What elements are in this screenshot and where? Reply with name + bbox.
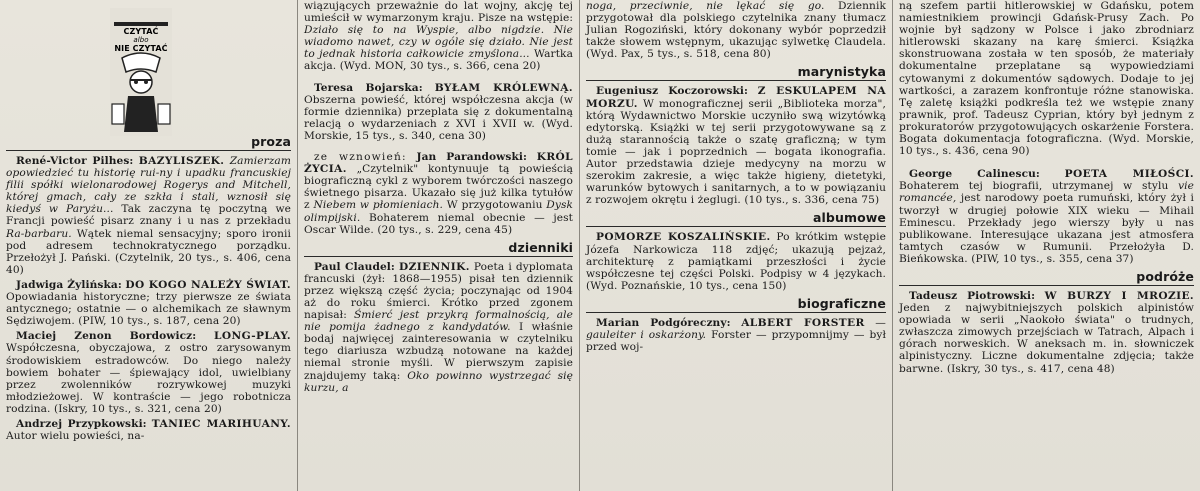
entry-quote: Zamierzam opowiedzieć tu historię rui-ny i upadku francuskiej filii spółki wielonarodowej Rogerys and Mitchell, której gmach, cały ze szkła i stali, wznosił się kiedyś w Paryżu... xyxy=(6,155,291,216)
entry-krol-zycia xyxy=(304,151,573,236)
entry-author: Marian Podgóreczny: xyxy=(596,316,731,329)
entry-title: BYŁAM KRÓLEWNĄ. xyxy=(434,81,573,94)
entry-quote: Działo się to na Wyspie, albo nigdzie. Nie wiadomo nawet, czy w ogóle się działo. Nie jest to jednak historia całkowicie zmyślona... xyxy=(304,24,573,61)
entry-albert-forster-continued xyxy=(899,0,1194,157)
column-1 xyxy=(0,0,298,491)
section-header-proza: proza xyxy=(6,135,291,151)
entry-text: Bohaterem niemal obecnie — jest Oscar Wilde. (20 tys., s. 229, cena 45) xyxy=(304,211,573,236)
entry-text: Poeta i dyplomata francuski (żył: 1868—1955) pisał ten dziennik przez większą część życia; poczynając od 1904 aż do roku śmierci. Krótko przed zgonem napisał: xyxy=(304,260,574,322)
entry-title: W BURZY I MROZIE. xyxy=(1044,289,1195,302)
entry-z-eskulapem-na-morzu xyxy=(586,85,886,206)
entry-text: Bohaterem tej biografii, utrzymanej w stylu xyxy=(899,180,1169,193)
section-header-albumowe: albumowe xyxy=(586,211,886,227)
entry-text: Wątek niemal sensacyjny; sporo ironii pod adresem technokratycznego porządku. Przełożył J. Pański. (Czytelnik, 20 tys., s. 406, cena 40) xyxy=(6,227,291,276)
entry-author: Jan Parandowski: xyxy=(416,151,528,164)
entry-text: Wartka akcja. (Wyd. MON, 30 tys., s. 366, cena 20) xyxy=(304,48,573,73)
entry-text: Dziennik przygotował dla polskiego czytelnika znany tłumacz Julian Rogoziński, który dokonany wybór poprzedził także słowem wstępnym, ukazując sylwetkę Claudela. (Wyd. Pax, 5 tys., s. 518, cena 80) xyxy=(586,0,886,61)
section-header-marynistyka: marynistyka xyxy=(586,65,886,81)
entry-author: Jadwiga Żylińska: xyxy=(16,278,122,291)
column-2 xyxy=(298,0,580,491)
entry-title: Z ESKULAPEM NA MORZU. xyxy=(586,85,886,110)
entry-author: René-Victor Pilhes: xyxy=(16,155,134,167)
entry-quote: Niebem w płomieniach. xyxy=(313,199,443,212)
entry-albert-forster xyxy=(586,317,886,353)
section-header-dzienniki: dzienniki xyxy=(304,241,573,257)
entry-quote: Śmierć jest przykrą formalnością, ale nie pomija żadnego z kandydatów. xyxy=(304,309,573,334)
entry-dziennik xyxy=(304,261,573,394)
entry-pomorze-koszalinskie xyxy=(586,231,886,291)
entry-text: wiązujących przeważnie do lat wojny, akcję tej umieścił w wymarzonym kraju. Pisze na wstępie: xyxy=(304,0,573,25)
entry-long-play xyxy=(6,330,291,415)
entry-text: „Czytelnik" kontynuuje tą powieścią biograficzną cykl z wyborem twórczości naszego świetnego pisarza. Ukazało się już kilka tytułów z xyxy=(304,163,573,212)
entry-title: LONG-PLAY. xyxy=(214,330,292,343)
entry-author: Paul Claudel: xyxy=(314,260,395,273)
entry-text: ną szefem partii hitlerowskiej w Gdańsku, potem namiestnikiem prowincji Gdańsk-Prusy Zach. Po wojnie był sądzony w Polsce i jako zbrodniarz hitlerowski skazany na karę śmierci. Książka skonstruowana została w ten sposób, że materiały dokumentalne przeplatane są wypowiedziami cytowanymi z dokumentów sądowych. Dodaje to jej wartkości, a zarazem konfrontuje różne stanowiska. Tę zaletę książki podkreśla też we wstępie znany prawnik, prof. Tadeusz Cyprian, który był jednym z prokuratorów przygotowujących oskarżenie Forstera. Bogata dokumentacja fotograficzna. (Wyd. Morskie, 10 tys., s. 436, cena 90) xyxy=(899,0,1194,158)
entry-author: George Calinescu: xyxy=(909,168,1040,181)
entry-title: DO KOGO NALEŻY ŚWIAT. xyxy=(125,278,291,291)
entry-text: Tak zaczyna tę poczytną we Francji powieść pisarz znany i u nas z przekładu xyxy=(6,203,291,228)
czytac-logo xyxy=(108,8,174,136)
entry-quote: vie romancée, xyxy=(899,180,1195,205)
entry-text: W monograficznej serii „Biblioteka morza", którą Wydawnictwo Morskie uczyniło swą wizytówką edytorską. Książki w tej serii przygotowywane są z dużą starannością także o szatę graficzną; w tym tomie — jak i poprzednich — bogata ikonografia. Autor przedstawia dzieje medycyny na morzu w szerokim zakresie, a więc także higieny, dietetyki, warunków bytowych i sanitarnych, a to w powiązaniu z rozwojem okrętu i żeglugi. (10 tys., s. 336, cena 75) xyxy=(586,97,887,207)
entry-taniec-continued xyxy=(304,0,573,73)
entry-dziennik-continued xyxy=(586,0,886,60)
entry-title: POETA MIŁOŚCI. xyxy=(1064,168,1194,181)
entry-do-kogo-nalezy-swiat xyxy=(6,279,291,327)
entry-title: DZIENNIK. xyxy=(399,260,470,273)
entry-quote: Dysk olimpijski. xyxy=(304,199,574,224)
entry-text: Współczesna, obyczajowa, z ostro zarysowanym środowiskiem estradowców. Do niego należy bowiem bohater — śpiewający idol, uwielbiany przez zwolenników rozrywkowej muzyki młodzieżowej. W kontraście — jego robotnicza rodzina. (Iskry, 10 tys., s. 321, cena 20) xyxy=(6,342,291,415)
entry-text: Jeden z najwybitniejszych polskich alpinistów opowiada w serii „Naokoło świata" o trudnych, zwłaszcza zimowych przejściach w Tatrach, Alpach i górach norweskich. W aneksach m. in. słowniczek alpinistyczny. Liczne dokumentalne zdjęcia; także barwne. (Iskry, 30 tys., s. 417, cena 48) xyxy=(899,302,1194,375)
entry-title: ALBERT FORSTER xyxy=(741,316,865,329)
section-header-podroze: podróże xyxy=(899,270,1194,286)
entry-quote: Oko powinno wystrzegać się kurzu, a xyxy=(304,369,573,394)
entry-w-burzy-i-mrozie xyxy=(899,290,1194,375)
entry-quote: gauleiter i oskarżony. xyxy=(586,328,707,341)
entry-intro: ze wznowień: xyxy=(314,151,407,164)
entry-bazyliszek xyxy=(6,155,291,276)
entry-text: Forster — przypomnijmy — był przed woj- xyxy=(586,328,886,354)
entry-text: Autor wielu powieści, na- xyxy=(6,430,145,443)
entry-poeta-milosci xyxy=(899,168,1194,265)
entry-author: Eugeniusz Koczorowski: xyxy=(596,85,749,98)
entry-text: Obszerna powieść, której współczesna akcja (w formie dziennika) przeplata się z dokumentalną relacją o wydarzeniach z XVI i XVII w. (Wyd. Morskie, 15 tys., s. 340, cena 30) xyxy=(304,93,573,142)
entry-quote: Ra-barbaru. xyxy=(6,227,72,240)
entry-text: I właśnie bodaj najwięcej zainteresowania w czytelniku tego diariusza wzbudzą notowane na każdej niemal stronie myśli. W pierwszym zapisie znajdujemy taką: xyxy=(304,321,573,382)
entry-title: KRÓL ŻYCIA. xyxy=(304,151,574,176)
logo-line-2: albo xyxy=(133,36,149,44)
logo-line-1: CZYTAĆ xyxy=(123,27,159,36)
column-3 xyxy=(580,0,893,491)
entry-title: POMORZE KOSZALIŃSKIE. xyxy=(596,231,771,244)
entry-title: TANIEC MARIHUANY. xyxy=(151,417,291,430)
entry-taniec-marihuany xyxy=(6,418,291,442)
entry-title: BAZYLISZEK. xyxy=(138,155,225,167)
entry-bylam-krolewna xyxy=(304,82,573,142)
entry-quote: noga, przeciwnie, nie lękać się go. xyxy=(586,0,825,12)
entry-text: jest narodowy poeta rumuński, który żył i tworzył w drugiej połowie XIX wieku — Mihail Eminescu. Przekłady jego wierszy były u nas publikowane. Interesujące ukazana jest atmosfera tamtych czasów w Rumunii. Przełożyła D. Bieńkowska. (PIW, 10 tys., s. 355, cena 37) xyxy=(899,192,1195,265)
entry-author: Andrzej Przypkowski: xyxy=(16,417,147,430)
entry-text: Opowiadania historyczne; trzy pierwsze ze świata antycznego; ostatnie — o alchemikach ze sławnym Sędziwojem. (PIW, 10 tys., s. 187, cena 20) xyxy=(6,291,291,328)
entry-text: Po krótkim wstępie Józefa Narkowicza 118 zdjęć; ukazują pejzaż, architekturę z pamiątkami przeszłości i życie współczesne tej części Polski. Podpisy w 4 językach. (Wyd. Poznańskie, 10 tys., cena 150) xyxy=(586,231,886,292)
section-header-biograficzne: biograficzne xyxy=(586,297,886,313)
entry-author: Maciej Zenon Bordowicz: xyxy=(16,330,197,343)
entry-author: Teresa Bojarska: xyxy=(314,81,423,94)
logo-line-3: NIE CZYTAĆ xyxy=(114,44,168,53)
entry-author: Tadeusz Piotrowski: xyxy=(909,289,1036,302)
entry-text: — xyxy=(875,316,886,329)
entry-text: W przygotowaniu xyxy=(446,199,543,212)
column-4 xyxy=(893,0,1200,491)
